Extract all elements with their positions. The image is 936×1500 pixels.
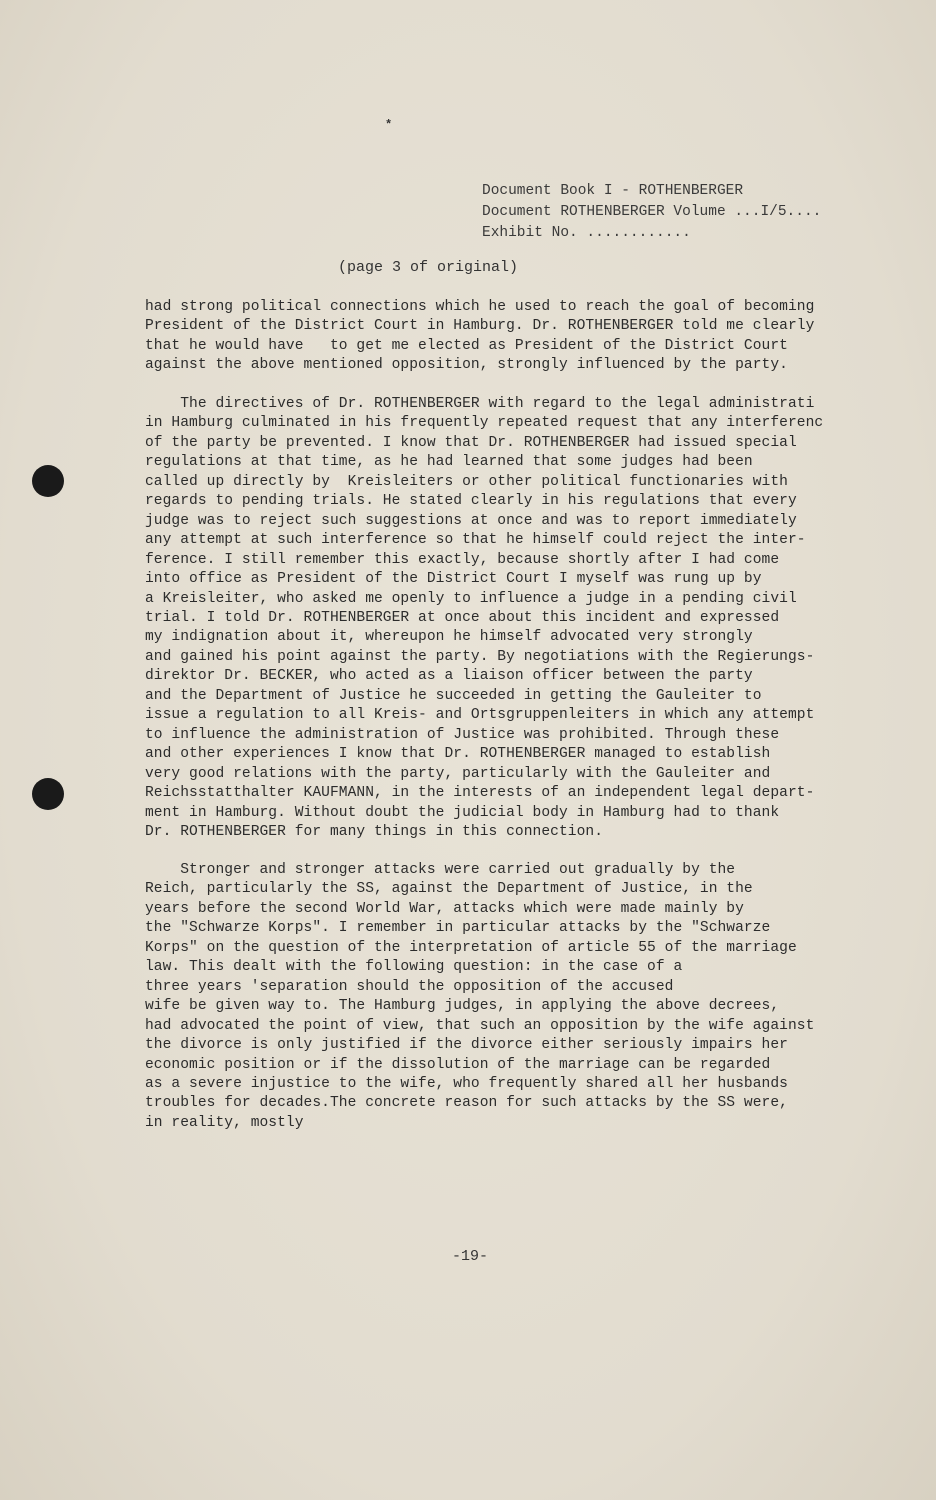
exhibit-number-line: Exhibit No. ............ [482,225,691,241]
body-paragraph-1: had strong political connections which he used to reach the goal of becoming President of the District Court in Hamburg. Dr. ROTHENBERGER told me clearly that he would have to get me elected as President of the District Court against the above mentioned opposition, strongly influenced by the party. [145,299,815,374]
punch-hole-top [32,465,64,497]
document-volume-line: Document ROTHENBERGER Volume ...I/5.... [482,204,822,220]
body-paragraph-3: Stronger and stronger attacks were carried out gradually by the Reich, particularly the SS, against the Department of Justice, in the years before the second World War, attacks which were made mainly by the "Schwarze Korps". I remember in particular attacks by the "Schwarze Korps" on the question of the interpretation of article 55 of the marriage law. This dealt with the following question: in the case of a three years 'separation should the opposition of the accused wife be given way to. The Hamburg judges, in applying the above decrees, had advocated the point of view, that such an opposition by the wife against the divorce is only justified if the divorce either seriously impairs her economic position or if the dissolution of the marriage can be regarded as a severe injustice to the wife, who frequently shared all her husbands troubles for decades.The concrete reason for such attacks by the SS were, in reality, mostly [145,862,815,1131]
document-book-line: Document Book I - ROTHENBERGER [482,183,744,199]
punch-hole-bottom [32,778,64,810]
body-paragraph-2: The directives of Dr. ROTHENBERGER with regard to the legal administrati in Hamburg culminated in his frequently repeated request that any interferenc of the party be prevented. I know that Dr. ROTHENBERGER had issued special regulations at that time, as he had learned that some judges had been called up directly by Kreisleiters or other political functionaries with regards to pending trials. He stated clearly in his regulations that every judge was to reject such suggestions at once and was to report immediately any attempt at such interference so that he himself could reject the inter- ference. I still remember this exactly, because shortly after I had come into office as President of the District Court I myself was rung up by a Kreisleiter, who asked me openly to influence a judge in a pending civil trial. I told Dr. ROTHENBERGER at once about this incident and expressed my indignation about it, whereupon he himself advocated very strongly and gained his point against the party. By negotiations with the Regierungs- direktor Dr. BECKER, who acted as a liaison officer between the party and the Department of Justice he succeeded in getting the Gauleiter to issue a regulation to all Kreis- and Ortsgruppenleiters in which any attempt to influence the administration of Justice was prohibited. Through these and other experiences I know that Dr. ROTHENBERGER managed to establish very good relations with the party, particularly with the Gauleiter and Reichsstatthalter KAUFMANN, in the interests of an independent legal depart- ment in Hamburg. Without doubt the judicial body in Hamburg had to thank Dr. ROTHENBERGER for many things in this connection. [145,396,824,840]
document-header [482,181,821,244]
page-number: -19- [452,1248,489,1265]
top-mark: * [385,118,393,132]
page-reference: (page 3 of original) [338,259,519,276]
